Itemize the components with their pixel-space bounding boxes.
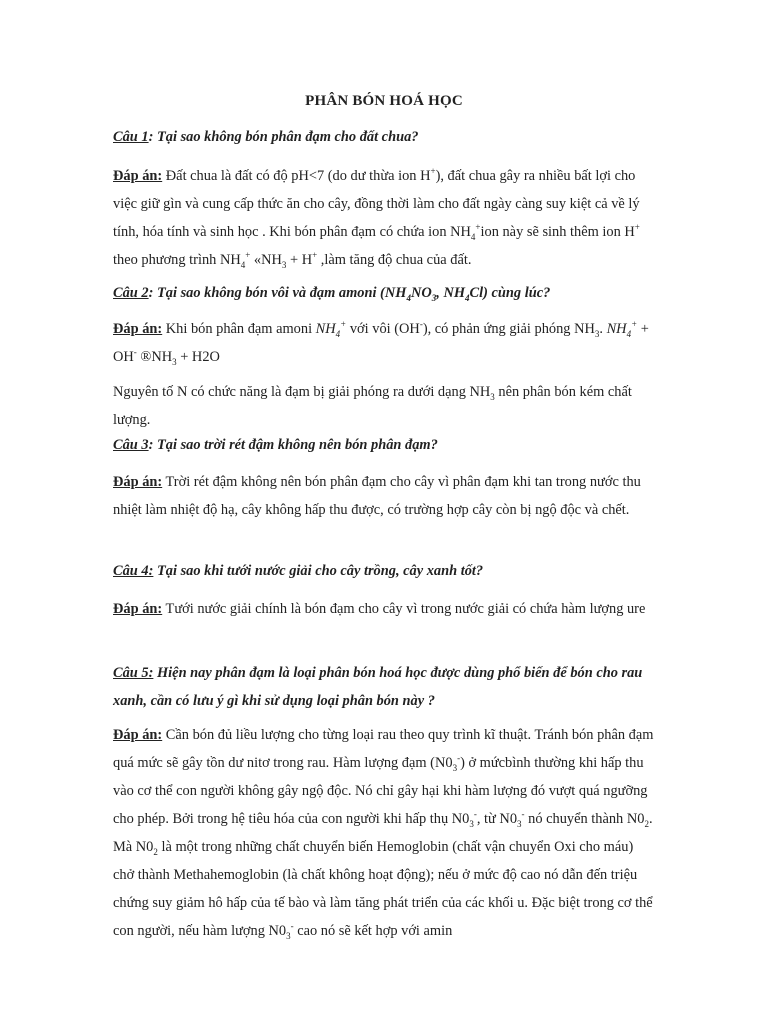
superscript: + xyxy=(631,319,638,330)
subscript: 4 xyxy=(465,292,470,303)
superscript: + xyxy=(245,250,251,261)
subscript: 4 xyxy=(240,259,246,270)
superscript: - xyxy=(473,809,477,820)
subscript: 3 xyxy=(452,762,458,773)
answer-4-text: Tưới nước giải chính là bón đạm cho cây vì trong nước giải có chứa hàm lượng ure xyxy=(162,601,646,617)
answer-label: Đáp án: xyxy=(113,321,163,337)
subscript: 2 xyxy=(644,818,649,829)
superscript: - xyxy=(133,347,137,358)
answer-1-text: «NH xyxy=(250,252,282,268)
answer-2-text: Khi bón phân đạm amoni xyxy=(162,321,316,337)
answer-1-text: theo phương trình NH xyxy=(113,252,241,268)
answer-3-text: Trời rét đậm không nên bón phân đạm cho cây vì phân đạm khi tan trong nước thu nhiệt làm nhiệt độ hạ, cây không hấp thu được, có trường hợp cây còn bị ngộ độc và chết. xyxy=(113,474,641,518)
note-text: Nguyên tố N có chức năng là đạm bị giải phóng ra dưới dạng NH xyxy=(113,384,491,400)
subscript: 3 xyxy=(172,356,177,367)
question-3 xyxy=(113,431,658,459)
answer-5-text: , từ N0 xyxy=(476,811,518,827)
subscript: 3 xyxy=(431,292,437,303)
superscript: + xyxy=(634,222,640,233)
answer-5 xyxy=(113,721,658,945)
answer-1-text: Đất chua là đất có độ pH<7 (do dư thừa ion H xyxy=(162,168,431,184)
superscript: + xyxy=(312,250,318,261)
subscript: 3 xyxy=(490,391,495,402)
subscript: 3 xyxy=(517,818,522,829)
answer-5-text: Cần bón đủ liều lượng cho từng loại rau theo quy trình kĩ thuật. Tránh bón phân đạm quá mức sẽ gây tồn dư nitơ trong rau. Hàm lượng đạm (N0 xyxy=(113,727,654,771)
question-4 xyxy=(113,557,658,585)
subscript: 3 xyxy=(286,930,291,941)
subscript: 3 xyxy=(594,328,600,339)
question-4-number: Câu 4: xyxy=(113,563,154,579)
question-5-number: Câu 5: xyxy=(113,665,154,681)
answer-1-text: ion này sẽ sinh thêm ion H xyxy=(480,224,635,240)
answer-2-text: với vôi (OH xyxy=(346,321,420,337)
answer-2-text: ), có phản ứng giải phóng NH xyxy=(422,321,595,337)
answer-5-text: cao nó sẽ kết hợp với amin xyxy=(293,923,453,939)
answer-3 xyxy=(113,468,658,524)
page-title: PHÂN BÓN HOÁ HỌC xyxy=(305,93,463,109)
superscript: + xyxy=(430,166,436,177)
answer-2-text: + H2O xyxy=(176,349,220,365)
answer-5-text: ) ở mứcbình thường khi hấp thu vào cơ thể con người không gây ngộ độc. Nó chỉ gây hại khi hàm lượng đó vượt quá ngưỡng cho phép. Bởi trong hệ tiêu hóa của con người khi hấp thụ N0 xyxy=(113,755,648,827)
answer-2-text: NH xyxy=(315,321,336,337)
question-1-text: : Tại sao không bón phân đạm cho đất chua? xyxy=(148,129,419,145)
question-2-text: NO xyxy=(410,285,432,301)
question-4-text: Tại sao khi tưới nước giải cho cây trồng, cây xanh tốt? xyxy=(153,563,484,579)
question-5-text: Hiện nay phân đạm là loại phân bón hoá học được dùng phổ biến để bón cho rau xanh, cần có lưu ý gì khi sử dụng loại phân bón này ? xyxy=(113,665,643,709)
superscript: - xyxy=(419,319,423,330)
answer-label: Đáp án: xyxy=(113,727,163,743)
question-3-number: Câu 3 xyxy=(113,437,149,453)
answer-2-text: . xyxy=(599,321,607,337)
answer-label: Đáp án: xyxy=(113,601,163,617)
answer-1-text: ), đất chua gây ra nhiều bất lợi cho việc giữ gìn và cung cấp thức ăn cho cây, đồng thời làm cho đất ngày càng suy kiệt cả về lý tính, hóa tính và sinh học . Khi bón phân đạm có chứa ion NH xyxy=(113,168,640,240)
answer-2 xyxy=(113,315,658,371)
answer-4 xyxy=(113,595,658,623)
question-1 xyxy=(113,123,658,151)
subscript: 4 xyxy=(470,231,476,242)
answer-1 xyxy=(113,162,658,274)
question-1-number: Câu 1 xyxy=(113,129,149,145)
question-2-number: Câu 2 xyxy=(113,285,149,301)
answer-2-text: ®NH xyxy=(136,349,173,365)
subscript: 4 xyxy=(626,328,632,339)
superscript: - xyxy=(290,921,294,932)
answer-label: Đáp án: xyxy=(113,168,163,184)
answer-2-note xyxy=(113,378,658,434)
question-3-text: : Tại sao trời rét đậm không nên bón phân đạm? xyxy=(148,437,438,453)
question-2-text: : Tại sao không bón vôi và đạm amoni (NH xyxy=(148,285,407,301)
question-2 xyxy=(113,279,658,307)
superscript: - xyxy=(457,753,461,764)
subscript: 2 xyxy=(153,846,158,857)
answer-1-text: + H xyxy=(286,252,313,268)
superscript: - xyxy=(521,809,525,820)
subscript: 3 xyxy=(469,818,474,829)
subscript: 4 xyxy=(335,328,341,339)
question-2-text: Cl) cùng lúc? xyxy=(469,285,551,301)
answer-2-text: NH xyxy=(606,321,627,337)
superscript: + xyxy=(340,319,347,330)
superscript: + xyxy=(475,222,481,233)
question-5 xyxy=(113,659,658,715)
answer-5-text: là một trong những chất chuyển biến Hemoglobin (chất vận chuyển Oxi cho máu) chở thành Methahemoglobin (là chất không hoạt động); nếu ở mức độ cao nó dẫn đến triệu chứng suy giảm hô hấp của tế bào và làm tăng phát triển của các khối u. Đặc biệt trong cơ thể con người, nếu hàm lượng N0 xyxy=(113,839,653,939)
answer-5-text: . Mà N0 xyxy=(113,811,653,855)
answer-label: Đáp án: xyxy=(113,474,163,490)
answer-2-text: + OH xyxy=(113,321,649,365)
subscript: 3 xyxy=(281,259,287,270)
question-2-text: , NH xyxy=(436,285,466,301)
note-text: nên phân bón kém chất lượng. xyxy=(113,384,632,428)
subscript: 4 xyxy=(406,292,411,303)
answer-5-text: nó chuyển thành N0 xyxy=(524,811,645,827)
answer-1-text: ,làm tăng độ chua của đất. xyxy=(317,252,472,268)
